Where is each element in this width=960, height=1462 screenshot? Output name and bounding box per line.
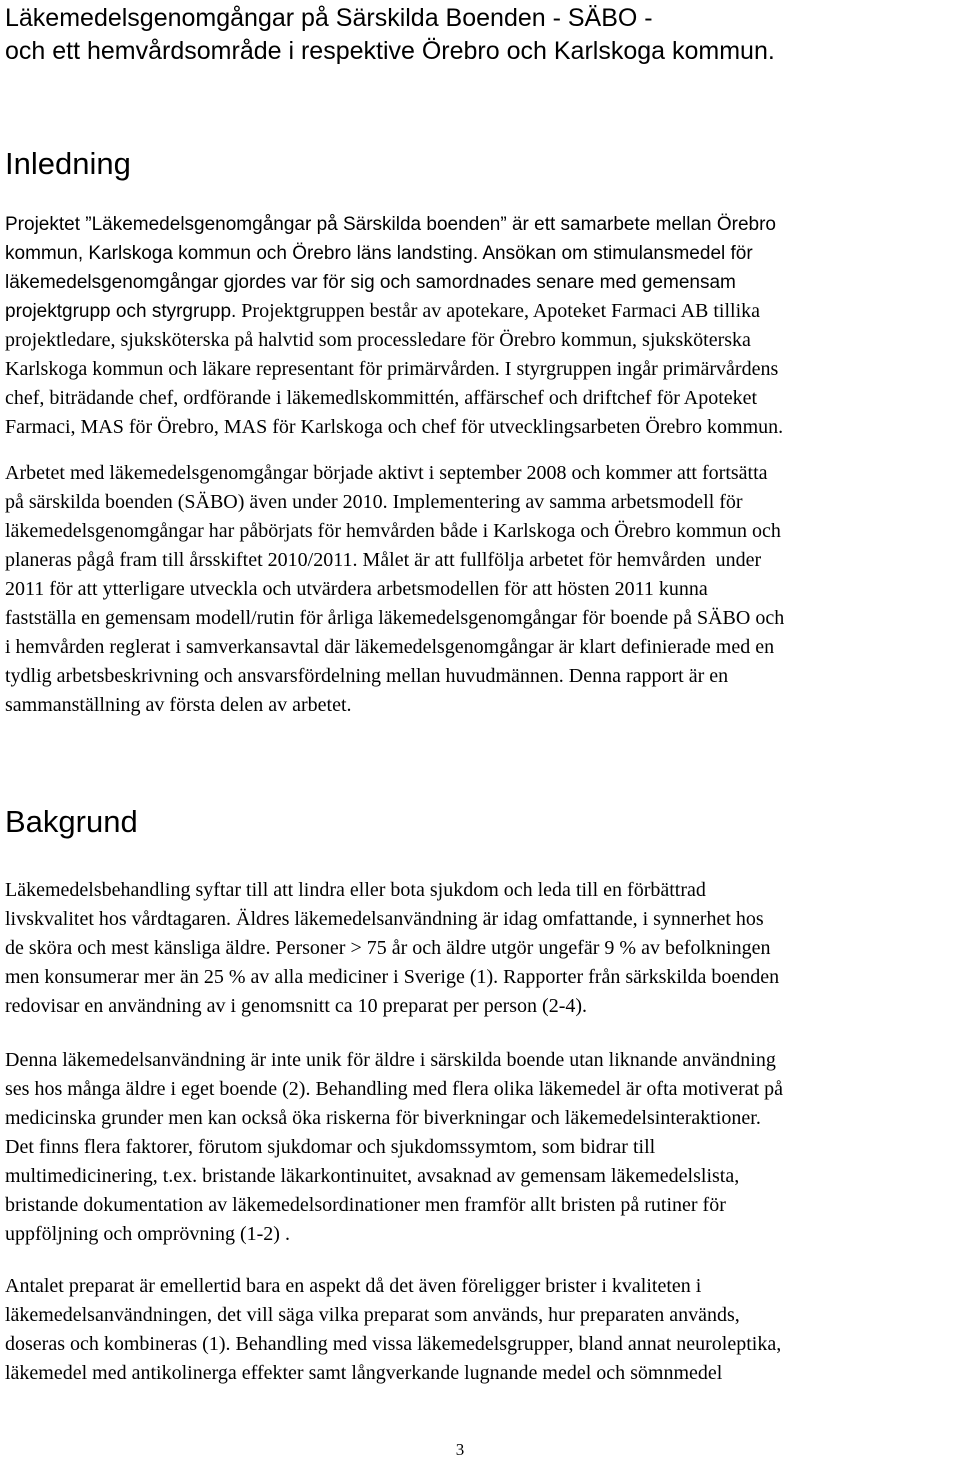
paragraph-line: projektledare, sjuksköterska på halvtid som processledare för Örebro kommun, sjuksköterska	[5, 329, 751, 351]
paragraph-line: Karlskoga kommun och läkare representant för primärvården. I styrgruppen ingår primärvårdens	[5, 358, 779, 380]
paragraph-line: på särskilda boenden (SÄBO) även under 2010. Implementering av samma arbetsmodell för	[5, 491, 743, 513]
paragraph-bakgrund-2	[5, 1046, 957, 1249]
paragraph-bakgrund-1	[5, 876, 957, 1021]
title-line: Läkemedelsgenomgångar på Särskilda Boenden - SÄBO -	[5, 4, 653, 32]
paragraph-inledning-1	[5, 210, 957, 442]
paragraph-line: läkemedelsgenomgångar gjordes var för sig och samordnades senare med gemensam	[5, 272, 736, 293]
text-run: Projektgruppen består av apotekare, Apoteket Farmaci AB tillika	[236, 300, 761, 322]
paragraph-line: 2011 för att ytterligare utveckla och utvärdera arbetsmodellen för att hösten 2011 kunna	[5, 578, 708, 600]
paragraph-bakgrund-3	[5, 1272, 957, 1388]
paragraph-line: planeras pågå fram till årsskiftet 2010/2011. Målet är att fullfölja arbetet för hemvården under	[5, 549, 762, 571]
paragraph-line: Det finns flera faktorer, förutom sjukdomar och sjukdomssymtom, som bidrar till	[5, 1136, 656, 1158]
paragraph-line: Arbetet med läkemedelsgenomgångar började aktivt i september 2008 och kommer att fortsätta	[5, 462, 768, 484]
paragraph-line: Farmaci, MAS för Örebro, MAS för Karlskoga och chef för utvecklingsarbeten Örebro kommun.	[5, 416, 784, 438]
paragraph-line: doseras och kombineras (1). Behandling med vissa läkemedelsgrupper, bland annat neuroleptika,	[5, 1333, 782, 1355]
paragraph-line	[5, 239, 957, 268]
paragraph-line: läkemedel med antikolinerga effekter samt långverkande lugnande medel och sömnmedel	[5, 1362, 723, 1384]
paragraph-line: uppföljning och omprövning (1-2) .	[5, 1223, 290, 1245]
paragraph-line: läkemedelsanvändningen, det vill säga vilka preparat som används, hur preparaten används,	[5, 1304, 740, 1326]
paragraph-line: i hemvården reglerat i samverkansavtal där läkemedelsgenomgångar är klart definierade med en	[5, 636, 775, 658]
paragraph-line: fastställa en gemensam modell/rutin för årliga läkemedelsgenomgångar för boende på SÄBO och	[5, 607, 785, 629]
paragraph-line: redovisar en användning av i genomsnitt ca 10 preparat per person (2-4).	[5, 995, 588, 1017]
section-heading-bakgrund: Bakgrund	[5, 804, 138, 839]
paragraph-line: chef, biträdande chef, ordförande i läkemedlskommittén, affärschef och driftchef för Apoteket	[5, 387, 758, 409]
text-run: kommun, Karlskoga kommun och Örebro läns landsting.	[5, 243, 479, 264]
paragraph-line: läkemedelsgenomgångar har påbörjats för hemvården både i Karlskoga och Örebro kommun och	[5, 520, 781, 542]
page-number: 3	[455, 1440, 465, 1459]
paragraph-line: bristande dokumentation av läkemedelsordinationer men framför allt bristen på rutiner för	[5, 1194, 726, 1216]
paragraph-line: tydlig arbetsbeskrivning och ansvarsfördelning mellan huvudmännen. Denna rapport är en	[5, 665, 729, 687]
section-heading-inledning: Inledning	[5, 146, 131, 181]
paragraph-line: Läkemedelsbehandling syftar till att lindra eller bota sjukdom och leda till en förbättrad	[5, 879, 706, 901]
paragraph-inledning-2	[5, 459, 957, 720]
paragraph-line: Projektet ”Läkemedelsgenomgångar på Särskilda boenden” är ett samarbete mellan Örebro	[5, 214, 776, 235]
paragraph-line: medicinska grunder men kan också öka riskerna för biverkningar och läkemedelsinteraktioner.	[5, 1107, 761, 1129]
text-run: Ansökan om stimulansmedel för	[478, 243, 753, 264]
document-title	[5, 2, 955, 68]
paragraph-line: Antalet preparat är emellertid bara en aspekt då det även föreligger brister i kvaliteten i	[5, 1275, 702, 1297]
paragraph-line: de sköra och mest känsliga äldre. Personer > 75 år och äldre utgör ungefär 9 % av befolkningen	[5, 937, 771, 959]
paragraph-line: multimedicinering, t.ex. bristande läkarkontinuitet, avsaknad av gemensam läkemedelslista,	[5, 1165, 740, 1187]
paragraph-line: Denna läkemedelsanvändning är inte unik för äldre i särskilda boende utan liknande användning	[5, 1049, 776, 1071]
paragraph-line: ses hos många äldre i eget boende (2). Behandling med flera olika läkemedel är ofta motiverat på	[5, 1078, 784, 1100]
paragraph-line: sammanställning av första delen av arbetet.	[5, 694, 352, 716]
text-run: projektgrupp och styrgrupp.	[5, 301, 237, 322]
paragraph-line: livskvalitet hos vårdtagaren. Äldres läkemedelsanvändning är idag omfattande, i synnerhet hos	[5, 908, 764, 930]
title-line: och ett hemvårdsområde i respektive Örebro och Karlskoga kommun.	[5, 37, 775, 65]
paragraph-line: men konsumerar mer än 25 % av alla mediciner i Sverige (1). Rapporter från särkskilda boenden	[5, 966, 780, 988]
paragraph-line	[5, 297, 957, 326]
